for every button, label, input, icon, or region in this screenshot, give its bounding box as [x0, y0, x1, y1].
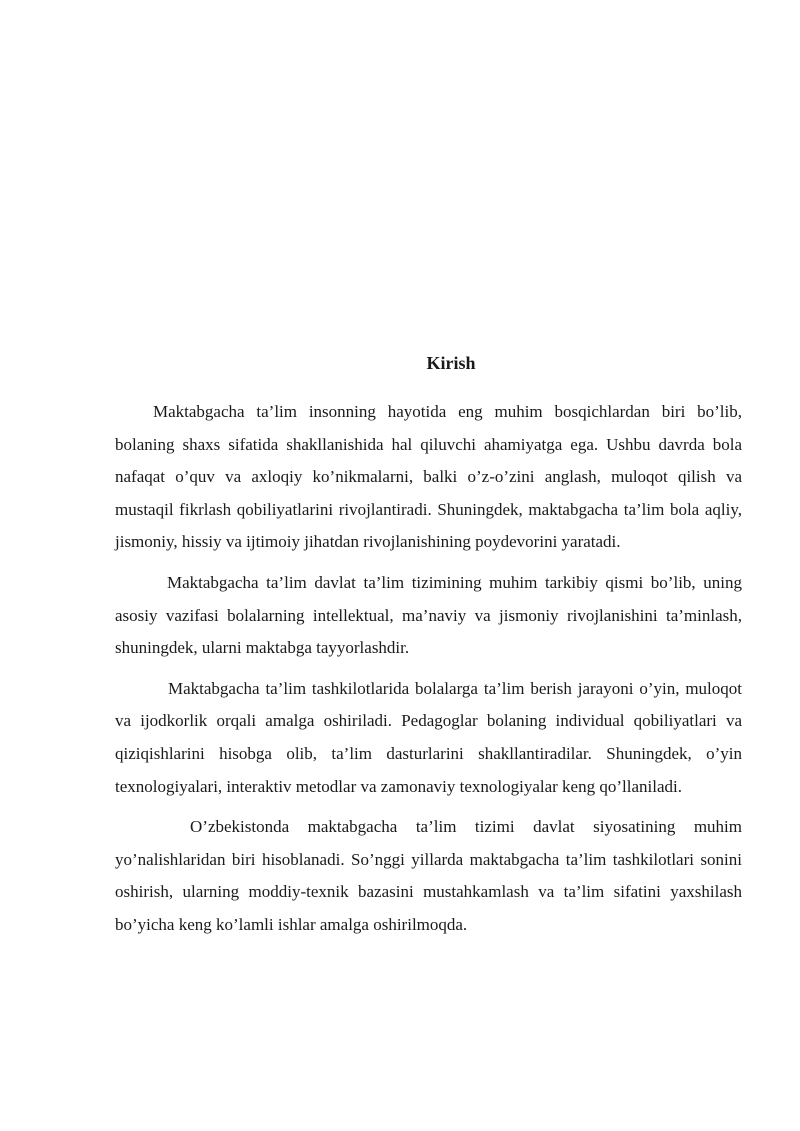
paragraph: Maktabgacha ta’lim davlat ta’lim tizimining muhim tarkibiy qismi bo’lib, uning asosiy vazifasi bolalarning intellektual, ma’naviy va jismoniy rivojlanishini ta’minlash, shuningdek, ularni maktabga tayyorlashdir. — [115, 572, 742, 658]
paragraph: Maktabgacha ta’lim insonning hayotida eng muhim bosqichlardan biri bo’lib, bolaning shaxs sifatida shakllanishida hal qiluvchi ahamiyatga ega. Ushbu davrda bola nafaqat o’quv va axloqiy ko’nikmalarni, balki o’z-o’zini anglash, muloqot qilish va mustaqil fikrlash qobiliyatlarini rivojlantiradi. Shuningdek, maktabgacha ta’lim bola aqliy, jismoniy, hissiy va ijtimoiy jihatdan rivojlanishining poydevorini yaratadi. — [115, 402, 742, 552]
paragraph: Maktabgacha ta’lim tashkilotlarida bolalarga ta’lim berish jarayoni o’yin, muloqot va ijodkorlik orqali amalga oshiriladi. Pedagoglar bolaning individual qobiliyatlari va qiziqishlarini hisobga olib, ta’lim dasturlarini shakllantiradilar. Shuningdek, o’yin texnologiyalari, interaktiv metodlar va zamonaviy texnologiyalar keng qo’llaniladi. — [115, 678, 742, 796]
section-heading: Kirish — [426, 353, 476, 373]
document-body — [115, 396, 742, 950]
paragraph: O’zbekistonda maktabgacha ta’lim tizimi davlat siyosatining muhim yo’nalishlaridan biri hisoblanadi. So’nggi yillarda maktabgacha ta’lim tashkilotlari sonini oshirish, ularning moddiy-texnik bazasini mustahkamlash va ta’lim sifatini yaxshilash bo’yicha keng ko’lamli ishlar amalga oshirilmoqda. — [115, 817, 742, 934]
